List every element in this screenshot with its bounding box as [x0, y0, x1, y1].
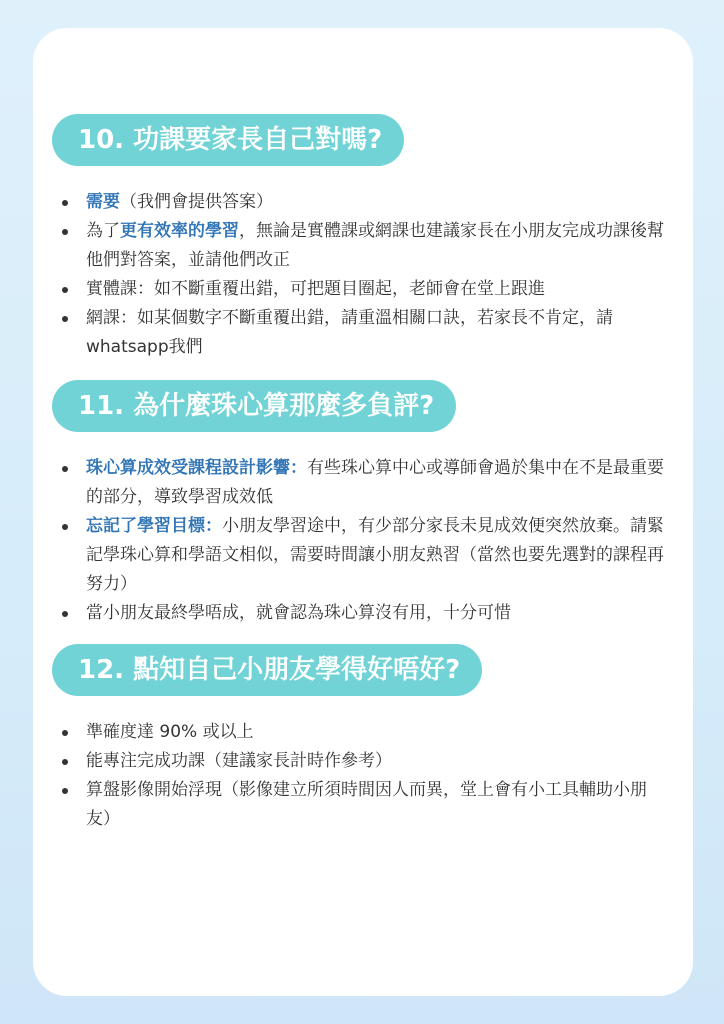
- item-text: 網課：如某個數字不斷重覆出錯，請重溫相關口訣，若家長不肯定，請whatsapp我們: [86, 308, 613, 357]
- bullet-icon: [62, 287, 68, 293]
- bullet-icon: [62, 466, 68, 472]
- bullet-icon: [62, 788, 68, 794]
- list-item: [52, 512, 672, 599]
- list-item: [52, 188, 672, 217]
- list-item: [52, 776, 672, 834]
- highlight-text: 需要: [86, 192, 120, 212]
- list-item: [52, 454, 672, 512]
- highlight-text: 忘記了學習目標：: [86, 516, 222, 536]
- bullet-icon: [62, 229, 68, 235]
- bullet-list: [52, 454, 672, 628]
- section-heading: 12. 點知自己小朋友學得好唔好?: [52, 644, 482, 696]
- section-heading: 11. 為什麼珠心算那麼多負評?: [52, 380, 456, 432]
- item-text: 當小朋友最終學唔成，就會認為珠心算沒有用，十分可惜: [86, 603, 511, 623]
- bullet-list: [52, 718, 672, 834]
- item-text: （我們會提供答案）: [120, 192, 273, 212]
- bullet-icon: [62, 730, 68, 736]
- list-item: [52, 747, 672, 776]
- list-item: [52, 304, 672, 362]
- item-text: 小朋友學習途中，有少部分家長未見成效便突然放棄。請緊記學珠心算和學語文相似，需要時間讓小朋友熟習（當然也要先選對的課程再努力）: [86, 516, 664, 594]
- section-heading: 10. 功課要家長自己對嗎?: [52, 114, 404, 166]
- bullet-icon: [62, 759, 68, 765]
- item-text: 算盤影像開始浮現（影像建立所須時間因人而異，堂上會有小工具輔助小朋友）: [86, 780, 647, 829]
- bullet-icon: [62, 611, 68, 617]
- item-text: 實體課：如不斷重覆出錯，可把題目圈起，老師會在堂上跟進: [86, 279, 545, 299]
- list-item: [52, 275, 672, 304]
- bullet-icon: [62, 316, 68, 322]
- bullet-icon: [62, 524, 68, 530]
- faq-section-12: [52, 644, 672, 834]
- item-prefix: 為了: [86, 221, 120, 241]
- bullet-icon: [62, 200, 68, 206]
- highlight-text: 珠心算成效受課程設計影響：: [86, 458, 307, 478]
- item-text: 有些珠心算中心或導師會過於集中在不是最重要的部分，導致學習成效低: [86, 458, 664, 507]
- item-text: ，無論是實體課或網課也建議家長在小朋友完成功課後幫他們對答案，並請他們改正: [86, 221, 664, 270]
- item-text: 能專注完成功課（建議家長計時作參考）: [86, 751, 392, 771]
- item-text: 準確度達 90% 或以上: [86, 722, 254, 742]
- faq-section-10: [52, 114, 672, 362]
- list-item: [52, 217, 672, 275]
- bullet-list: [52, 188, 672, 362]
- highlight-text: 更有效率的學習: [120, 221, 239, 241]
- faq-section-11: [52, 380, 672, 628]
- list-item: [52, 599, 672, 628]
- list-item: [52, 718, 672, 747]
